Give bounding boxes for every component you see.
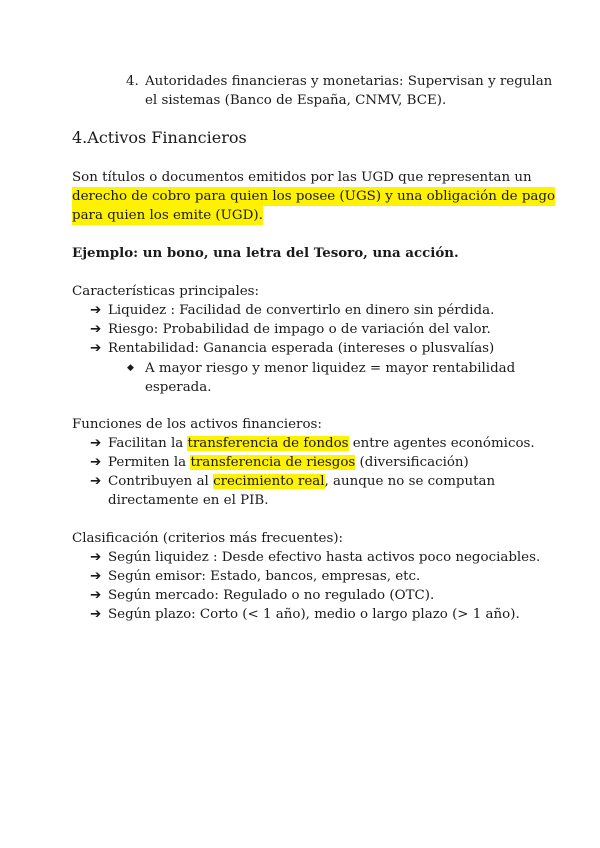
list-item-text: Contribuyen al [108, 474, 214, 489]
arrow-icon: ➔ [90, 550, 102, 565]
arrow-icon: ➔ [90, 588, 102, 603]
arrow-icon: ➔ [90, 341, 102, 356]
arrow-icon: ➔ [90, 607, 102, 622]
list-item: Liquidez : Facilidad de convertirlo en dinero sin pérdida. [108, 303, 495, 318]
list-item-text: Facilitan la [108, 436, 188, 451]
highlighted-text: para quien los emite (UGD). [72, 208, 263, 223]
list-item-text-cont: el sistemas (Banco de España, CNMV, BCE). [145, 93, 447, 108]
list-item: Según emisor: Estado, bancos, empresas, etc. [108, 569, 421, 584]
paragraph-line: Son títulos o documentos emitidos por las UGD que representan un [72, 170, 532, 185]
arrow-icon: ➔ [90, 474, 102, 489]
list-item: Según mercado: Regulado o no regulado (OTC). [108, 588, 435, 603]
highlighted-text: derecho de cobro para quien los posee (UGS) y una obligación de pago [72, 189, 556, 204]
arrow-icon: ➔ [90, 569, 102, 584]
list-title: Características principales: [72, 284, 260, 299]
sub-list-item: A mayor riesgo y menor liquidez = mayor rentabilidad [145, 361, 516, 376]
list-item-text: entre agentes económicos. [348, 436, 535, 451]
arrow-icon: ➔ [90, 322, 102, 337]
example-line: Ejemplo: un bono, una letra del Tesoro, una acción. [72, 245, 459, 261]
list-number: 4. [126, 74, 139, 89]
list-title: Funciones de los activos financieros: [72, 417, 322, 432]
list-title: Clasificación (criterios más frecuentes): [72, 531, 344, 546]
list-item-text: Permiten la [108, 455, 191, 470]
list-item [108, 434, 535, 453]
list-item [108, 472, 495, 491]
list-item: Según plazo: Corto (< 1 año), medio o largo plazo (> 1 año). [108, 607, 520, 622]
list-item [108, 453, 469, 472]
arrow-icon: ➔ [90, 303, 102, 318]
arrow-icon: ➔ [90, 455, 102, 470]
sub-list-item-cont: esperada. [145, 380, 212, 395]
list-item: Riesgo: Probabilidad de impago o de variación del valor. [108, 322, 491, 337]
list-item-text: Autoridades financieras y monetarias: Supervisan y regulan [145, 74, 553, 89]
list-item-text: (diversificación) [355, 455, 469, 470]
highlighted-text: crecimiento real [213, 474, 325, 489]
section-heading: 4.Activos Financieros [72, 128, 247, 147]
list-item: Rentabilidad: Ganancia esperada (intereses o plusvalías) [108, 341, 495, 356]
highlighted-text: transferencia de riesgos [190, 455, 356, 470]
highlighted-text: transferencia de fondos [187, 436, 349, 451]
arrow-icon: ➔ [90, 436, 102, 451]
list-item-text: , aunque no se computan [324, 474, 496, 489]
diamond-icon: ◆ [127, 363, 134, 373]
list-item-cont: directamente en el PIB. [108, 493, 269, 508]
list-item: Según liquidez : Desde efectivo hasta activos poco negociables. [108, 550, 541, 565]
